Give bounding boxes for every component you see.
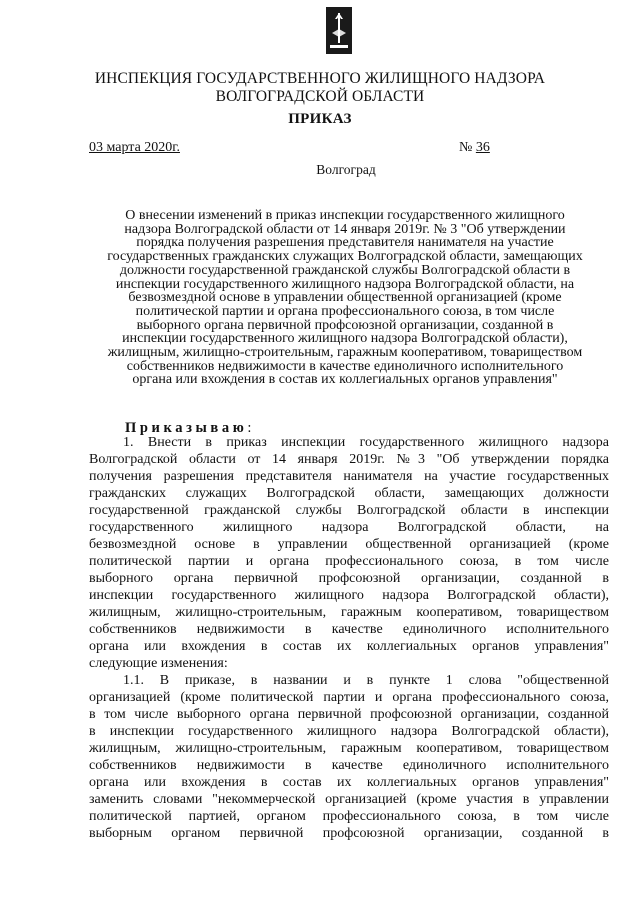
subject-line: собственников недвижимости в качестве единоличного исполнительного xyxy=(126,358,564,374)
body-line: органа или вхождения в состав их коллегиальных органов управления" xyxy=(89,775,609,790)
document-subject xyxy=(80,209,610,387)
subject-line: порядка получения разрешения представителя нанимателя на участие xyxy=(136,235,554,251)
number-value: 36 xyxy=(475,140,490,155)
orders-colon: : xyxy=(247,420,252,436)
organization-name-line2: ВОЛГОГРАДСКОЙ ОБЛАСТИ xyxy=(215,88,425,105)
subject-line: безвозмездной основе в управлении общественной организацией (кроме xyxy=(128,290,562,306)
body-line: инспекции государственного жилищного надзора Волгоградской области), xyxy=(89,588,609,603)
orders-word: Приказываю xyxy=(125,420,248,436)
body-line: политической партией, органом профессионального союза, в том числе xyxy=(89,809,609,824)
document-body xyxy=(89,434,609,842)
subject-line: О внесении изменений в приказ инспекции государственного жилищного xyxy=(125,208,565,223)
subject-line: должности государственной гражданской службы Волгоградской области в xyxy=(119,262,571,278)
body-line: в том числе выборного органа первичной профсоюзной организации, созданной xyxy=(89,707,609,722)
subject-line: надзора Волгоградской области от 14 января 2019г. № 3 "Об утверждении xyxy=(124,221,566,237)
body-line: государственной гражданской службы Волгоградской области в инспекции xyxy=(89,503,609,518)
subject-line: органа или вхождения в состав их коллегиальных органов управления" xyxy=(132,372,558,388)
body-line: организацией (кроме политической партии и органа профессионального союза, xyxy=(89,690,609,705)
body-line: гражданских служащих Волгоградской области, замещающих должности xyxy=(89,486,609,501)
body-line: выборным органом первичной профсоюзной организации, созданной в xyxy=(89,826,609,841)
subject-line: инспекции государственного жилищного надзора Волгоградской области), xyxy=(122,331,568,347)
city-name: Волгоград xyxy=(316,162,376,177)
body-line: в инспекции государственного жилищного надзора Волгоградской области), xyxy=(89,724,609,739)
body-line: государственного жилищного надзора Волгоградской области, на xyxy=(89,520,609,535)
body-line: собственников недвижимости в качестве единоличного исполнительного xyxy=(89,622,609,637)
body-line: выборного органа первичной профсоюзной организации, созданной в xyxy=(89,571,609,586)
body-line: заменить словами "некоммерческой организацией (кроме участия в управлении xyxy=(89,792,609,807)
document-title: ПРИКАЗ xyxy=(288,111,352,127)
body-line: 1. Внести в приказ инспекции государственного жилищного надзора xyxy=(123,435,609,450)
body-line: получения разрешения представителя нанимателя на участие государственных xyxy=(89,469,609,484)
body-line: следующие изменения: xyxy=(89,656,228,671)
subject-line: выборного органа первичной профсоюзной организации, созданной в xyxy=(136,317,554,333)
body-line: жилищным, жилищно-строительным, гаражным кооперативом, товариществом xyxy=(89,605,609,620)
number-prefix: № xyxy=(459,140,473,155)
subject-line: государственных гражданских служащих Волгоградской области, замещающих xyxy=(107,249,583,265)
body-line: 1.1. В приказе, в названии и в пункте 1 слова "общественной xyxy=(123,673,609,688)
coat-of-arms-icon xyxy=(326,7,352,54)
body-line: органа или вхождения в состав их коллегиальных органов управления" xyxy=(89,639,609,654)
organization-name-line1: ИНСПЕКЦИЯ ГОСУДАРСТВЕННОГО ЖИЛИЩНОГО НАДЗОРА xyxy=(94,70,546,87)
body-line: собственников недвижимости в качестве единоличного исполнительного xyxy=(89,758,609,773)
document-date: 03 марта 2020г. xyxy=(89,140,180,155)
body-line: политической партии и органа профессионального союза, в том числе xyxy=(89,554,609,569)
subject-line: инспекции государственного жилищного надзора Волгоградской области, на xyxy=(115,276,575,292)
subject-line: жилищным, жилищно-строительным, гаражным кооперативом, товариществом xyxy=(107,345,583,361)
document-number xyxy=(459,140,490,156)
subject-line: политической партии и органа профессионального союза, в том числе xyxy=(135,303,555,319)
body-line: безвозмездной основе в управлении общественной организацией (кроме xyxy=(89,537,609,552)
body-line: жилищным, жилищно-строительным, гаражным кооперативом, товариществом xyxy=(89,741,609,756)
body-line: Волгоградской области от 14 января 2019г. №3 "Об утверждении порядка xyxy=(89,452,609,467)
